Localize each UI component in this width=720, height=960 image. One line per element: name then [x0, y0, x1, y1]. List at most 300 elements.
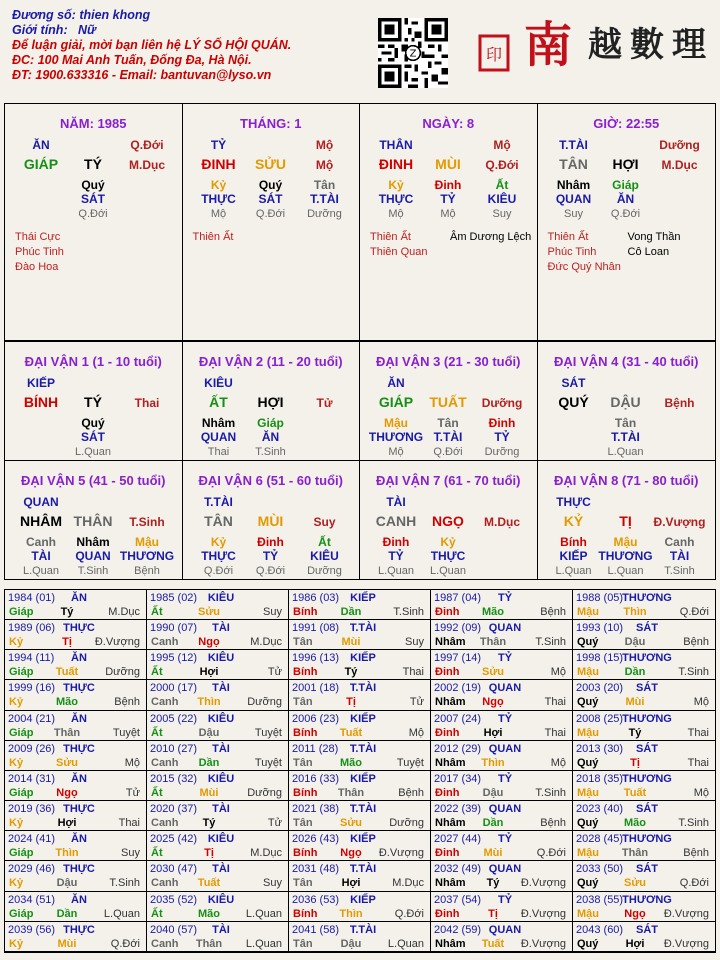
hidden-state: Mộ	[210, 208, 227, 220]
year-branch: Mão	[340, 756, 362, 769]
year-state: Mộ	[550, 756, 566, 769]
year-god: THỰC	[63, 803, 95, 816]
year-label: 2020 (37)	[150, 803, 198, 816]
year-label: 1987 (04)	[434, 592, 482, 604]
year-state: Q.Đới	[110, 937, 140, 950]
hidden-state: Dưỡng	[484, 446, 520, 458]
year-stem: Canh	[151, 636, 179, 649]
year-stem: Giáp	[9, 606, 34, 618]
year-god: THƯƠNG	[622, 712, 672, 725]
year-branch: Mùi	[483, 847, 503, 860]
year-god: THỰC	[63, 682, 95, 695]
year-god: ĂN	[71, 652, 87, 665]
year-god: KIẾP	[350, 652, 376, 665]
year-stem: Mậu	[577, 606, 599, 618]
pillar-top-god: ĂN	[32, 138, 50, 152]
hidden-state: Q.Đới	[255, 208, 286, 220]
year-cell	[147, 590, 289, 620]
year-stem: Đinh	[435, 726, 460, 739]
dai-van-state: Đ.Vượng	[653, 515, 706, 529]
hidden-state: Bệnh	[134, 565, 160, 577]
year-stem: Nhâm	[435, 696, 466, 709]
hidden-state: Q.Đới	[203, 565, 234, 577]
year-cell	[147, 771, 289, 801]
year-cell	[573, 861, 715, 891]
year-branch: Ngọ	[624, 907, 646, 920]
hidden-god: TỶ	[262, 549, 279, 563]
year-state: Suy	[121, 847, 140, 860]
year-god: THỰC	[63, 863, 95, 876]
year-state: Đ.Vượng	[520, 877, 566, 890]
year-stem: Canh	[151, 817, 179, 830]
dai-van-title: ĐẠI VẬN 1 (1 - 10 tuổi)	[24, 354, 162, 369]
hidden-state: Mộ	[388, 208, 404, 220]
dai-van-chi: DẬU	[610, 394, 641, 410]
year-state: Bệnh	[540, 817, 566, 830]
year-label: 1997 (14)	[434, 652, 482, 665]
year-branch: Mão	[56, 696, 78, 709]
year-cell	[431, 741, 573, 771]
hidden-god: SÁT	[258, 192, 283, 206]
svg-text:南: 南	[524, 17, 573, 73]
pillar-chi-state: M.Dục	[129, 158, 165, 172]
hidden-state: Q.Đới	[255, 565, 286, 577]
year-branch: Ngọ	[482, 696, 504, 709]
dai-van-cell	[183, 341, 361, 460]
dai-van-title: ĐẠI VẬN 8 (71 - 80 tuổi)	[554, 473, 699, 488]
year-cell	[573, 892, 715, 922]
year-state: Mộ	[693, 786, 709, 799]
year-state: M.Dục	[392, 877, 424, 890]
contact-note: Để luận giải, mời bạn liên hệ LÝ SỐ HỘI QUÁN.	[12, 38, 292, 52]
dai-van-can: NHÂM	[20, 513, 62, 529]
year-cell	[431, 922, 573, 952]
hidden-stem: Giáp	[612, 178, 639, 192]
year-label: 2019 (36)	[8, 803, 56, 816]
year-god: KIÊU	[207, 592, 235, 604]
pillar-can: ĐINH	[378, 156, 414, 172]
year-state: Thai	[118, 817, 140, 830]
year-god: KIÊU	[207, 893, 235, 906]
hidden-stem: Đinh	[382, 535, 410, 549]
year-stem: Ất	[151, 666, 163, 679]
dai-van-cell	[5, 460, 183, 579]
year-state: Tuyệt	[254, 756, 282, 769]
hidden-stem: Canh	[664, 535, 695, 549]
year-branch: Thìn	[55, 847, 79, 860]
dai-van-chi: THÂN	[73, 513, 113, 529]
year-cell	[289, 620, 431, 650]
year-god: TÀI	[212, 863, 230, 876]
year-cell	[5, 590, 147, 620]
year-stem: Mậu	[577, 726, 599, 739]
year-god: TỶ	[497, 652, 513, 665]
gender-line: Giới tính: Nữ	[12, 23, 96, 37]
year-stem: Đinh	[435, 786, 460, 799]
dai-van-god: QUAN	[23, 495, 59, 509]
year-label: 1989 (06)	[8, 622, 56, 635]
year-cell	[147, 711, 289, 741]
dai-van-grid	[4, 341, 716, 580]
year-god: T.TÀI	[349, 803, 377, 816]
dai-van-chi: HỢI	[257, 394, 284, 410]
year-branch: Thìn	[197, 696, 221, 709]
hidden-god: QUAN	[75, 549, 111, 563]
year-label: 2005 (22)	[150, 712, 198, 725]
year-branch: Ngọ	[56, 786, 78, 799]
hidden-god: THƯƠNG	[368, 430, 424, 444]
year-god: THƯƠNG	[622, 772, 672, 785]
year-cell	[289, 741, 431, 771]
hidden-stem: Ất	[495, 178, 509, 192]
year-state: Tử	[125, 786, 140, 799]
year-god: SÁT	[636, 863, 658, 876]
dai-van-god: THỰC	[556, 495, 591, 509]
year-god: TÀI	[212, 622, 230, 635]
year-cell	[147, 831, 289, 861]
year-label: 2024 (41)	[8, 833, 56, 846]
year-cell	[289, 680, 431, 710]
year-stem: Ất	[151, 786, 163, 799]
year-label: 2001 (18)	[292, 682, 340, 695]
dai-van-god: T.TÀI	[204, 495, 233, 509]
year-label: 1984 (01)	[8, 592, 56, 604]
year-cell	[289, 650, 431, 680]
hidden-stem: Kỷ	[440, 535, 456, 549]
year-branch: Tuất	[339, 726, 363, 739]
pillar-title: GIỜ: 22:55	[593, 116, 660, 131]
year-stem: Nhâm	[435, 756, 466, 769]
year-cell	[573, 711, 715, 741]
year-stem: Kỷ	[9, 696, 24, 709]
hidden-stem: Đinh	[434, 178, 462, 192]
pillar-chi-state: Q.Đới	[485, 158, 519, 172]
year-cell	[289, 922, 431, 952]
year-branch: Tuất	[197, 877, 221, 890]
year-state: Mộ	[693, 696, 709, 709]
year-god: SÁT	[636, 803, 658, 816]
year-god: KIẾP	[350, 893, 376, 906]
year-cell	[147, 892, 289, 922]
year-god: TỶ	[497, 592, 513, 604]
dai-van-chi: TỊ	[619, 513, 632, 529]
year-state: T.Sinh	[535, 636, 566, 649]
pillar-can: ĐINH	[201, 156, 236, 172]
year-state: Đ.Vượng	[663, 907, 709, 920]
year-god: T.TÀI	[349, 742, 377, 755]
year-state: Q.Đới	[394, 907, 424, 920]
year-god: TÀI	[212, 803, 230, 816]
year-branch: Tý	[486, 877, 500, 890]
hidden-stem: Mậu	[135, 535, 159, 549]
year-label: 2008 (25)	[576, 712, 624, 725]
year-branch: Tị	[346, 696, 356, 709]
dai-van-cell	[360, 341, 538, 460]
hidden-god: SÁT	[81, 430, 105, 444]
year-branch: Mão	[482, 606, 504, 618]
svg-text:數: 數	[630, 25, 664, 65]
dai-van-state: Suy	[313, 515, 336, 529]
year-stem: Kỷ	[9, 817, 24, 830]
pillar-chi: SỬU	[254, 156, 287, 172]
year-label: 2041 (58)	[292, 923, 340, 936]
year-label: 2009 (26)	[8, 742, 56, 755]
year-god: QUAN	[488, 682, 522, 695]
year-cell	[147, 741, 289, 771]
year-branch: Tuất	[55, 666, 79, 679]
hidden-god: THỰC	[201, 549, 236, 563]
year-stem: Mậu	[577, 907, 599, 920]
year-label: 1985 (02)	[150, 592, 198, 604]
hidden-state: Mộ	[388, 446, 404, 458]
name-line: Đương số: thien khong	[12, 8, 151, 22]
year-stem: Tân	[293, 937, 313, 950]
year-god: T.TÀI	[349, 923, 377, 936]
year-label: 1996 (13)	[292, 652, 340, 665]
year-label: 1992 (09)	[434, 622, 482, 635]
year-branch: Thìn	[623, 606, 647, 618]
year-stem: Canh	[151, 937, 179, 950]
year-label: 2013 (30)	[576, 742, 624, 755]
year-label: 2040 (57)	[150, 923, 198, 936]
pillar-can: TÂN	[559, 156, 588, 172]
year-state: Dưỡng	[247, 696, 282, 709]
hidden-state: Suy	[492, 208, 512, 220]
year-god: TỶ	[497, 893, 513, 906]
year-stem: Kỷ	[9, 756, 24, 769]
year-stem: Quý	[577, 817, 599, 830]
year-branch: Dậu	[340, 937, 362, 950]
year-label: 1991 (08)	[292, 622, 340, 635]
hidden-god: THỰC	[430, 549, 466, 563]
dai-van-cell	[183, 460, 361, 579]
year-branch: Thân	[479, 636, 507, 649]
year-branch: Tý	[202, 817, 216, 830]
logo-seal-icon	[476, 6, 716, 76]
year-stem: Kỷ	[9, 636, 24, 649]
hidden-stem: Nhâm	[556, 178, 591, 192]
year-state: Bệnh	[683, 847, 709, 860]
year-state: Thai	[687, 726, 709, 739]
year-stem: Giáp	[9, 847, 34, 860]
year-label: 1998 (15)	[576, 652, 624, 665]
year-cell	[147, 650, 289, 680]
year-branch: Dậu	[482, 786, 504, 799]
year-label: 2035 (52)	[150, 893, 198, 906]
year-label: 2021 (38)	[292, 803, 340, 816]
year-stem: Kỷ	[9, 937, 24, 950]
brand-logo	[476, 6, 716, 76]
year-label: 2000 (17)	[150, 682, 198, 695]
year-cell	[147, 680, 289, 710]
year-branch: Tuất	[623, 786, 647, 799]
year-label: 2043 (60)	[576, 923, 624, 936]
year-god: SÁT	[636, 742, 658, 755]
year-god: T.TÀI	[349, 622, 377, 635]
hidden-god: T.TÀI	[433, 430, 463, 444]
year-branch: Tuất	[481, 937, 505, 950]
dai-van-title: ĐẠI VẬN 4 (31 - 40 tuổi)	[554, 354, 699, 369]
year-state: T.Sinh	[393, 606, 424, 618]
year-state: Đ.Vượng	[520, 907, 566, 920]
year-branch: Mão	[198, 907, 220, 920]
year-label: 2038 (55)	[576, 893, 624, 906]
dai-van-god: ĂN	[387, 376, 405, 390]
year-label: 2023 (40)	[576, 803, 624, 816]
year-branch: Hợi	[57, 817, 77, 830]
hidden-state: L.Quan	[607, 446, 644, 458]
year-stem: Đinh	[435, 606, 460, 618]
year-label: 1986 (03)	[292, 592, 340, 604]
year-state: Suy	[263, 877, 282, 890]
hidden-god: TỶ	[388, 549, 404, 563]
dai-van-can: TÂN	[204, 513, 233, 529]
year-god: TÀI	[212, 682, 230, 695]
year-stem: Quý	[577, 877, 599, 890]
hidden-stem: Kỷ	[210, 535, 227, 549]
year-stem: Quý	[577, 636, 599, 649]
year-state: Tuyệt	[112, 726, 140, 739]
hidden-stem: Mậu	[384, 416, 408, 430]
hidden-state: Q.Đới	[610, 208, 641, 220]
year-label: 2002 (19)	[434, 682, 482, 695]
hidden-stem: Giáp	[257, 416, 284, 430]
year-label: 1990 (07)	[150, 622, 198, 635]
year-cell	[431, 892, 573, 922]
dai-van-title: ĐẠI VẬN 3 (21 - 30 tuổi)	[376, 354, 521, 369]
hidden-state: T.Sinh	[664, 565, 695, 577]
year-branch: Tý	[344, 666, 358, 679]
year-cell	[573, 650, 715, 680]
pillar-year	[5, 104, 183, 340]
year-god: KIÊU	[207, 833, 235, 846]
year-cell	[573, 922, 715, 952]
annual-luck-grid	[4, 589, 716, 953]
year-cell	[289, 892, 431, 922]
year-label: 2016 (33)	[292, 772, 340, 785]
year-branch: Dần	[56, 907, 78, 920]
dai-van-god: KIÊU	[204, 376, 233, 390]
year-state: Dưỡng	[247, 786, 282, 799]
svg-text:印: 印	[485, 45, 503, 64]
hidden-stem: Tân	[313, 178, 336, 192]
year-label: 2037 (54)	[434, 893, 482, 906]
qr-code-icon[interactable]	[378, 18, 448, 88]
year-cell	[5, 711, 147, 741]
year-god: KIẾP	[350, 833, 376, 846]
year-stem: Mậu	[577, 847, 599, 860]
year-god: THỰC	[63, 742, 95, 755]
year-stem: Đinh	[435, 666, 460, 679]
dai-van-can: ẤT	[209, 394, 228, 410]
year-god: QUAN	[488, 803, 522, 816]
year-state: Bệnh	[540, 606, 566, 618]
hidden-state: L.Quan	[74, 446, 112, 458]
year-branch: Sửu	[481, 666, 505, 679]
year-label: 2031 (48)	[292, 863, 340, 876]
hidden-god: THỰC	[201, 192, 236, 206]
year-god: ĂN	[71, 592, 87, 604]
hidden-god: T.TÀI	[310, 192, 339, 206]
year-state: Mộ	[408, 726, 424, 739]
year-label: 2025 (42)	[150, 833, 198, 846]
hidden-state: L.Quan	[22, 565, 60, 577]
year-stem: Đinh	[435, 847, 460, 860]
year-cell	[431, 680, 573, 710]
hidden-stem: Kỷ	[388, 178, 404, 192]
year-branch: Tị	[204, 847, 214, 860]
year-label: 2012 (29)	[434, 742, 482, 755]
dai-van-title: ĐẠI VẬN 6 (51 - 60 tuổi)	[198, 473, 343, 488]
year-label: 2011 (28)	[292, 742, 339, 755]
year-state: L.Quan	[387, 937, 424, 950]
year-god: SÁT	[636, 682, 658, 695]
year-state: Q.Đới	[679, 877, 709, 890]
dai-van-can: CANH	[375, 513, 417, 529]
year-label: 1994 (11)	[8, 652, 55, 665]
year-god: TỶ	[497, 712, 513, 725]
hidden-god: TÀI	[31, 549, 51, 563]
year-cell	[431, 590, 573, 620]
pillar-top-state: Mộ	[315, 138, 334, 152]
year-cell	[431, 620, 573, 650]
year-cell	[147, 922, 289, 952]
hidden-stem: Quý	[81, 178, 105, 192]
year-stem: Tân	[293, 817, 313, 830]
year-stem: Giáp	[9, 907, 34, 920]
hidden-god: THƯƠNG	[598, 549, 653, 563]
hidden-stem: Quý	[258, 178, 283, 192]
dai-van-state: Tử	[316, 396, 333, 410]
four-pillars-table	[4, 103, 716, 341]
pillar-chi: TÝ	[84, 156, 102, 172]
hidden-state: L.Quan	[377, 565, 415, 577]
year-branch: Mùi	[341, 636, 361, 649]
dai-van-god: KIẾP	[26, 376, 56, 390]
year-god: SÁT	[636, 622, 658, 635]
year-stem: Ất	[151, 726, 163, 739]
year-god: QUAN	[488, 742, 522, 755]
year-god: QUAN	[488, 863, 522, 876]
hidden-god: KIẾP	[559, 549, 588, 563]
year-god: TÀI	[212, 742, 230, 755]
year-cell	[573, 831, 715, 861]
year-god: TỶ	[497, 833, 513, 846]
year-branch: Dậu	[56, 877, 78, 890]
year-branch: Sửu	[197, 606, 221, 618]
year-cell	[431, 861, 573, 891]
dai-van-cell	[360, 460, 538, 579]
year-state: Bệnh	[398, 786, 424, 799]
year-stem: Tân	[293, 756, 313, 769]
year-state: Thai	[402, 666, 424, 679]
year-stem: Tân	[293, 636, 313, 649]
year-branch: Dậu	[624, 636, 646, 649]
year-cell	[5, 771, 147, 801]
year-branch: Thìn	[339, 907, 363, 920]
dai-van-can: GIÁP	[378, 394, 414, 410]
year-label: 2027 (44)	[434, 833, 482, 846]
year-label: 2014 (31)	[8, 772, 56, 785]
year-state: Bệnh	[683, 636, 709, 649]
year-branch: Dần	[624, 666, 646, 679]
year-branch: Hợi	[625, 937, 645, 950]
year-branch: Dần	[482, 817, 504, 830]
dai-van-cell	[538, 460, 716, 579]
year-cell	[5, 892, 147, 922]
year-state: Tử	[267, 666, 282, 679]
year-branch: Tị	[62, 636, 72, 649]
